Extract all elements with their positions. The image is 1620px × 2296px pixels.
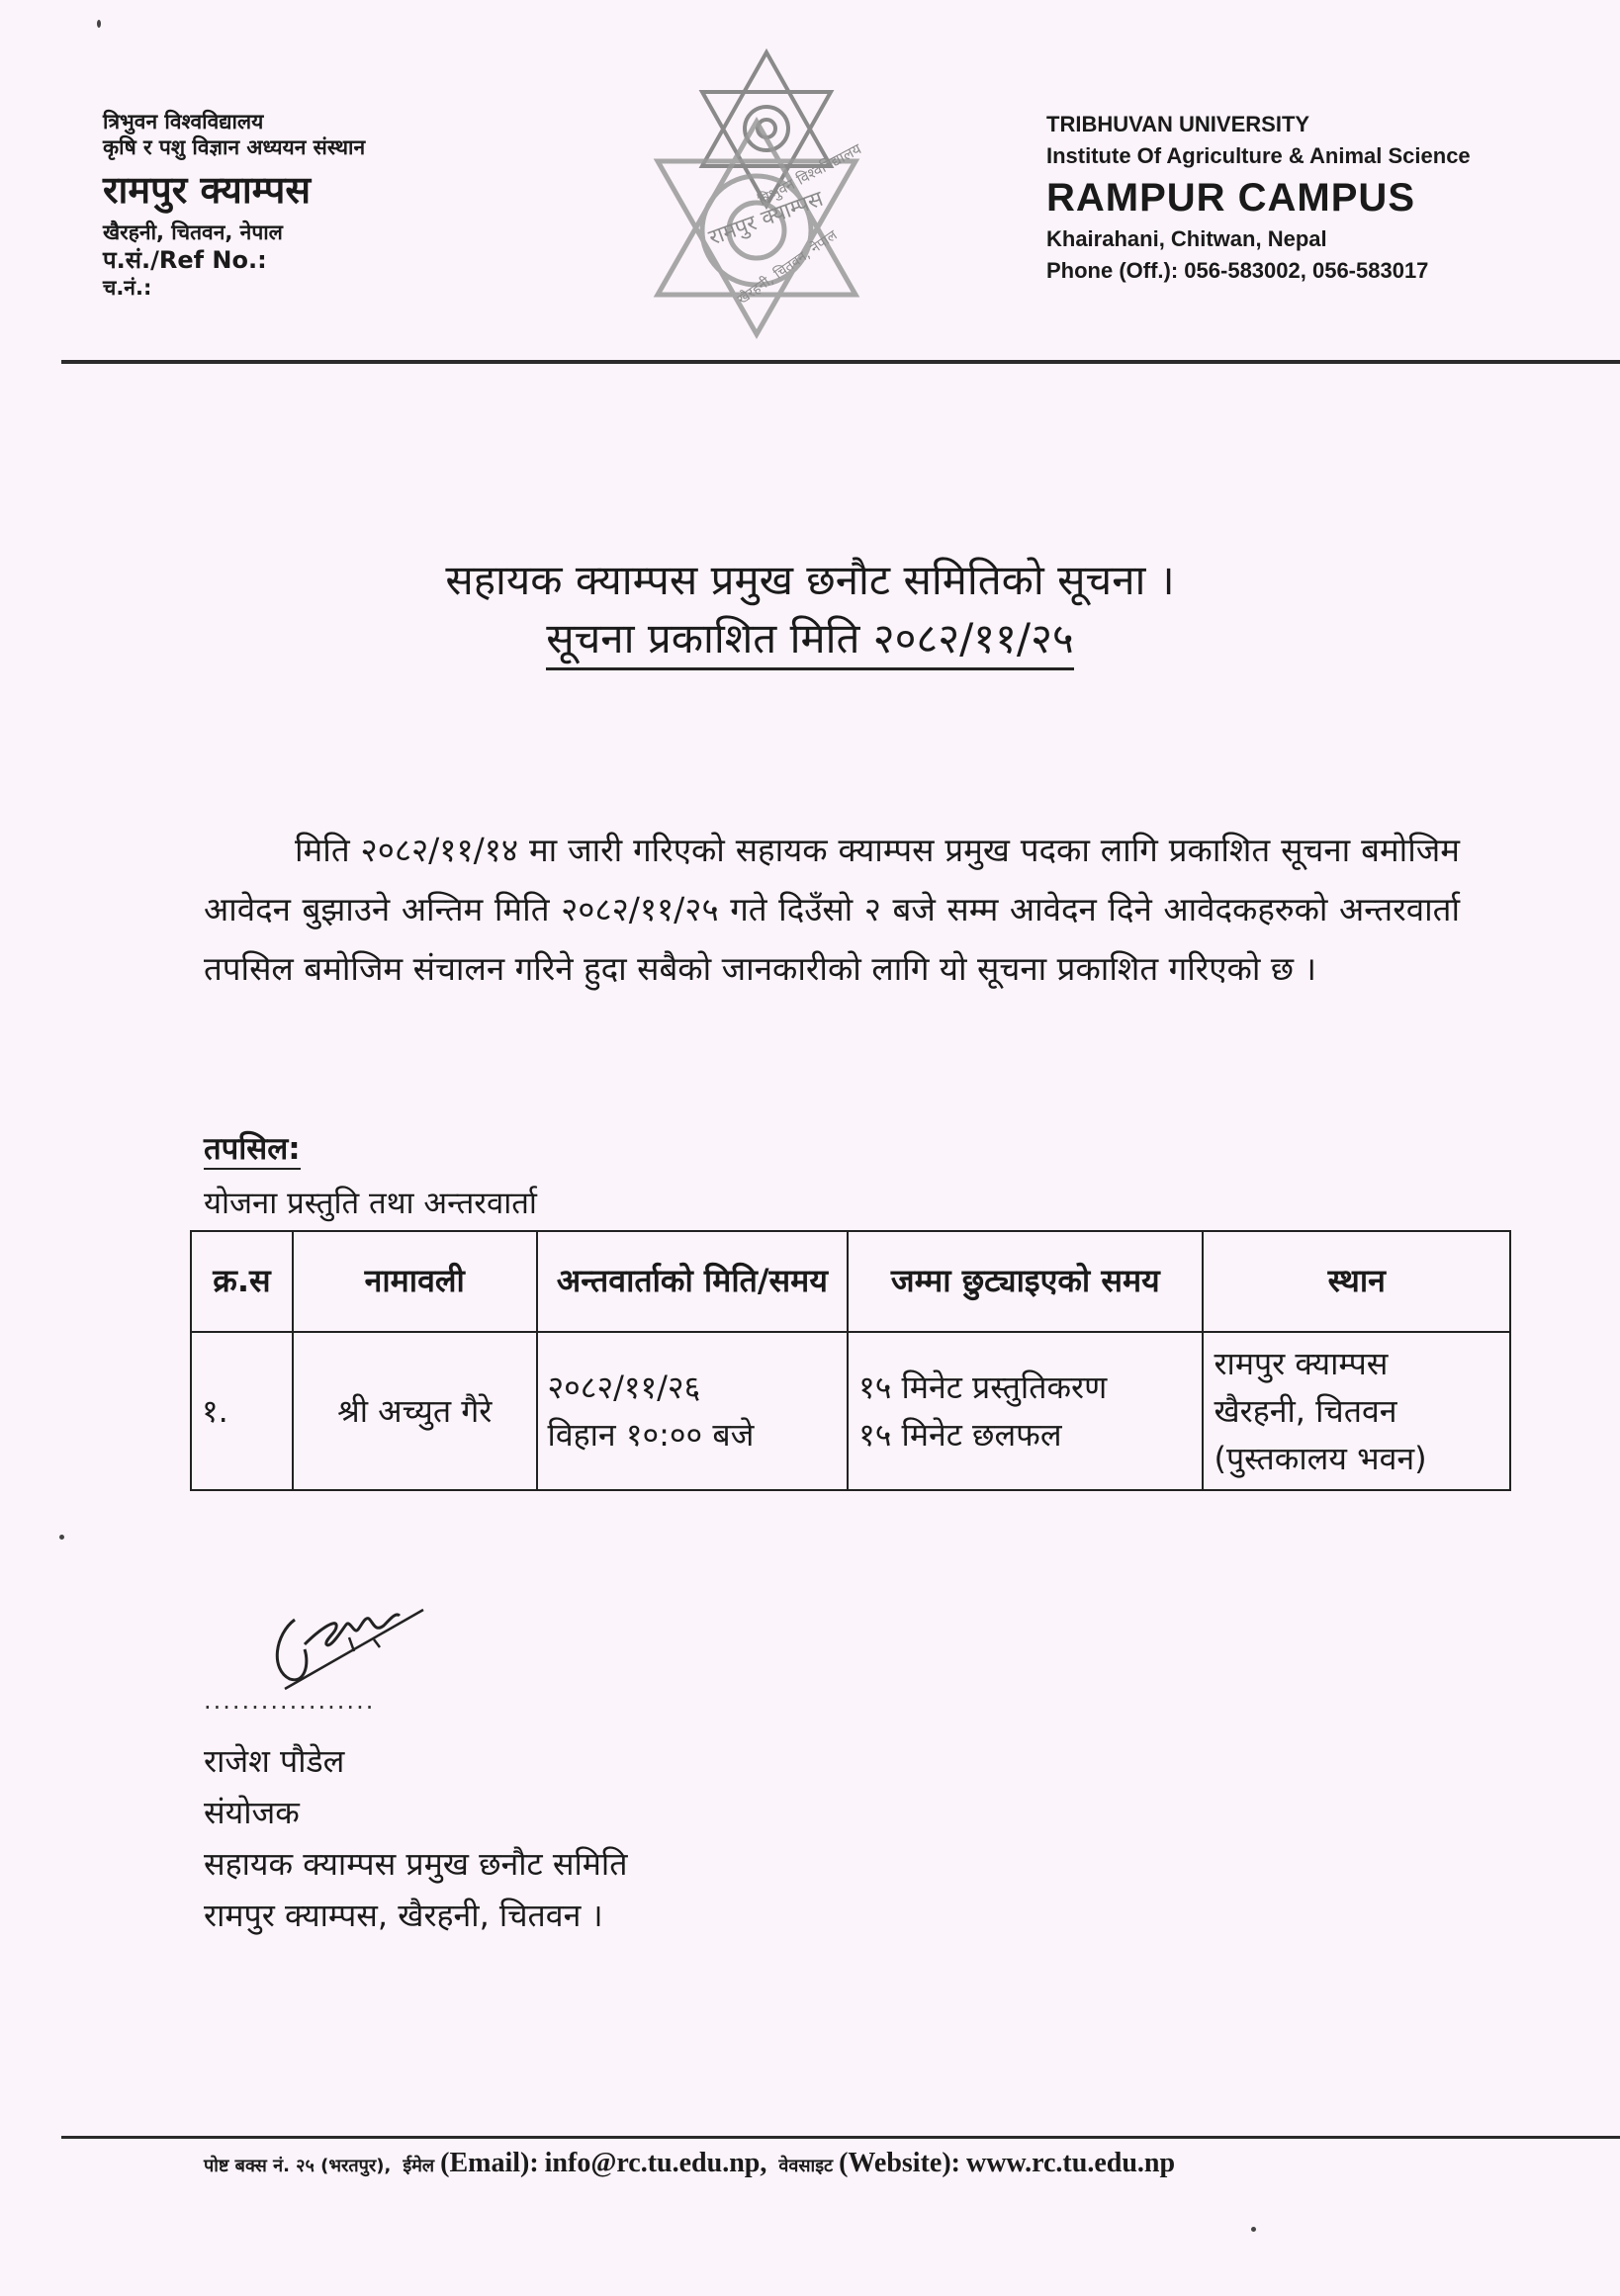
np-dispatch-no: च.नं.: bbox=[103, 276, 152, 301]
letterhead-nepali bbox=[103, 109, 365, 302]
signatory-office: रामपुर क्याम्पस, खैरहनी, चितवन । bbox=[204, 1897, 603, 1934]
cell-venue-campus: रामपुर क्याम्पस bbox=[1214, 1345, 1389, 1382]
cell-name: श्री अच्युत गैरे bbox=[293, 1332, 537, 1490]
header-venue: स्थान bbox=[1203, 1231, 1510, 1332]
footer-po-box: पोष्ट बक्स नं. २५ (भरतपुर), bbox=[204, 2156, 392, 2176]
header-sn: क्र.स bbox=[191, 1231, 293, 1332]
en-institute: Institute Of Agriculture & Animal Science bbox=[1046, 142, 1471, 168]
footer-website: www.rc.tu.edu.np bbox=[965, 2148, 1176, 2178]
tapasil-heading: तपसिल: bbox=[204, 1132, 301, 1170]
notice-title-block bbox=[0, 554, 1620, 670]
en-address: Khairahani, Chitwan, Nepal bbox=[1046, 225, 1327, 251]
notice-publish-date: सूचना प्रकाशित मिति २०८२/११/२५ bbox=[546, 612, 1074, 671]
stamp-text-2: रामपुर क्याम्पस bbox=[705, 186, 827, 251]
scan-speck bbox=[1251, 2227, 1256, 2232]
cell-venue-building: (पुस्तकालय भवन) bbox=[1214, 1440, 1427, 1477]
notice-body-text: मिति २०८२/११/१४ मा जारी गरिएको सहायक क्याम्पस प्रमुख पदका लागि प्रकाशित सूचना बमोजिम आवेदन बुझाउने अन्तिम मिति २०८२/११/२५ गते दिउँसो २ बजे सम्म आवेदन दिने आवेदकहरुको अन्तरवार्ता तपसिल बमोजिम संचालन गरिने हुदा सबैको जानकारीको लागि यो सूचना प्रकाशित गरिएको छ । bbox=[204, 831, 1460, 988]
cell-venue-address: खैरहनी, चितवन bbox=[1214, 1392, 1397, 1430]
signatory-role: संयोजक bbox=[204, 1794, 300, 1831]
cell-duration-presentation: १५ मिनेट प्रस्तुतिकरण bbox=[858, 1369, 1108, 1406]
cell-sn: १. bbox=[191, 1332, 293, 1490]
en-campus: RAMPUR CAMPUS bbox=[1046, 175, 1415, 220]
footer-contact bbox=[204, 2148, 1175, 2179]
footer-email-label-np: ईमेल bbox=[403, 2156, 435, 2176]
cell-venue bbox=[1203, 1332, 1510, 1490]
cell-duration bbox=[848, 1332, 1203, 1490]
en-university: TRIBHUVAN UNIVERSITY bbox=[1046, 112, 1310, 136]
stamp-text-3: खैरहनी, चितवन, नेपाल bbox=[735, 227, 841, 309]
notice-body bbox=[204, 821, 1460, 999]
cell-time: विहान १०:०० बजे bbox=[547, 1416, 755, 1454]
signature-block bbox=[204, 1735, 627, 1941]
np-address: खैरहनी, चितवन, नेपाल bbox=[103, 221, 283, 244]
header-name: नामावली bbox=[293, 1231, 537, 1332]
header-duration: जम्मा छुट्याइएको समय bbox=[848, 1231, 1203, 1332]
footer-email: info@rc.tu.edu.np, bbox=[544, 2148, 767, 2178]
signatory-committee: सहायक क्याम्पस प्रमुख छनौट समिति bbox=[204, 1845, 628, 1883]
handwritten-signature bbox=[265, 1590, 433, 1699]
np-institute: कृषि र पशु विज्ञान अध्ययन संस्थान bbox=[103, 135, 366, 160]
footer-website-label-en: (Website): bbox=[839, 2148, 960, 2178]
interview-schedule-table bbox=[190, 1230, 1511, 1491]
cell-date: २०८२/११/२६ bbox=[547, 1369, 701, 1406]
notice-title: सहायक क्याम्पस प्रमुख छनौट समितिको सूचना । bbox=[445, 556, 1175, 604]
table-row bbox=[191, 1332, 1510, 1490]
table-header-row bbox=[191, 1231, 1510, 1332]
footer-divider bbox=[61, 2136, 1620, 2139]
stamp-text-1: त्रिभुवन विश्वविद्यालय bbox=[755, 139, 864, 210]
np-university: त्रिभुवन विश्वविद्यालय bbox=[103, 110, 264, 133]
letterhead-english bbox=[1046, 109, 1471, 287]
scan-speck bbox=[97, 20, 101, 28]
signatory-name: राजेश पौडेल bbox=[204, 1742, 345, 1780]
cell-duration-discussion: १५ मिनेट छलफल bbox=[858, 1416, 1062, 1454]
np-campus: रामपुर क्याम्पस bbox=[103, 167, 312, 212]
footer-email-label-en: (Email): bbox=[440, 2148, 539, 2178]
en-phone: Phone (Off.): 056-583002, 056-583017 bbox=[1046, 257, 1429, 283]
table-caption: योजना प्रस्तुति तथा अन्तरवार्ता bbox=[204, 1186, 537, 1221]
footer-website-label-np: वेवसाइट bbox=[778, 2156, 834, 2176]
scan-speck bbox=[59, 1535, 64, 1540]
signature-dots: .................. bbox=[204, 1687, 376, 1715]
np-ref-no: प.सं./Ref No.: bbox=[103, 246, 267, 275]
header-divider bbox=[61, 360, 1620, 364]
cell-datetime bbox=[537, 1332, 849, 1490]
university-logo-stamp bbox=[633, 47, 900, 344]
header-datetime: अन्तवार्ताको मिति/समय bbox=[537, 1231, 849, 1332]
